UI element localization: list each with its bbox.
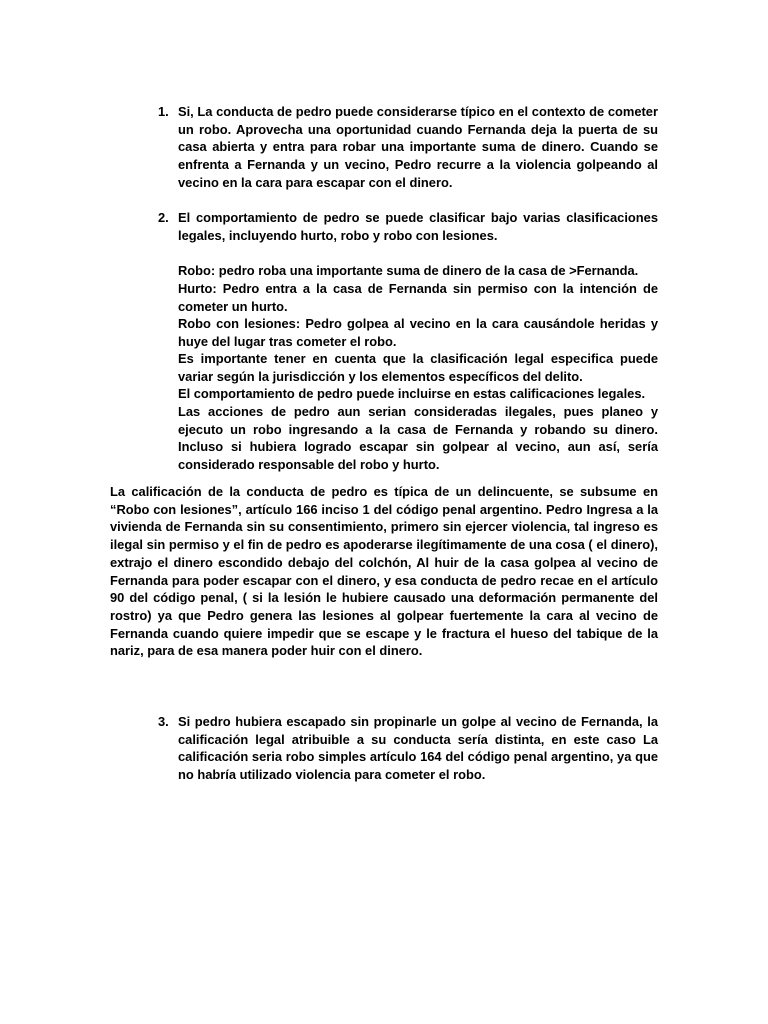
calificacion-paragraph: La calificación de la conducta de pedro es típica de un delincuente, se subsume en “Robo con lesiones”, artículo 166 inciso 1 del código penal argentino. Pedro Ingresa a la vivienda de Fernanda sin su consentimiento, primero sin ejercer violencia, tal ingreso es ilegal sin permiso y el fin de pedro es apoderarse ilegítimamente de una cosa ( el dinero), extrajo el dinero escondido debajo del colchón, Al huir de la casa golpea al vecino de Fernanda para poder escapar con el dinero, y esa conducta de pedro recae en el artículo 90 del código penal, ( si la lesión le hubiere causado una deformación permanente del rostro) ya que Pedro genera las lesiones al golpear fuertemente la cara al vecino de Fernanda cuando quiere impedir que se escape y le fractura el hueso del tabique de la nariz, para de esa manera poder huir con el dinero. bbox=[110, 484, 658, 659]
list-item-2-text: El comportamiento de pedro se puede clasificar bajo varias clasificaciones legales, incluyendo hurto, robo y robo con lesiones. bbox=[178, 210, 658, 243]
list-item-3-text: Si pedro hubiera escapado sin propinarle un golpe al vecino de Fernanda, la calificación legal atribuible a su conducta sería distinta, en este caso La calificación seria robo simples artículo 164 del código penal argentino, ya que no habría utilizado violencia para cometer el robo. bbox=[178, 714, 658, 783]
list-number-1: 1. bbox=[158, 104, 169, 119]
classification-hurto: Hurto: Pedro entra a la casa de Fernanda sin permiso con la intención de cometer un hurto. bbox=[178, 281, 658, 314]
note-acciones: Las acciones de pedro aun serian consideradas ilegales, pues planeo y ejecuto un robo ingresando a la casa de Fernanda y robando su dinero. Incluso si hubiera logrado escapar sin golpear al vecino, aun así, sería considerado responsable del robo y hurto. bbox=[178, 404, 658, 473]
classification-robo: Robo: pedro roba una importante suma de dinero de la casa de >Fernanda. bbox=[178, 263, 639, 278]
list-number-3: 3. bbox=[158, 714, 169, 729]
classification-robo-con-lesiones: Robo con lesiones: Pedro golpea al vecino en la cara causándole heridas y huye del lugar tras cometer el robo. bbox=[178, 316, 658, 349]
list-item-1-text: Si, La conducta de pedro puede considerarse típico en el contexto de cometer un robo. Aprovecha una oportunidad cuando Fernanda deja la puerta de su casa abierta y entra para robar una importante suma de dinero. Cuando se enfrenta a Fernanda y un vecino, Pedro recurre a la violencia golpeando al vecino en la cara para escapar con el dinero. bbox=[178, 104, 658, 190]
list-number-2: 2. bbox=[158, 210, 169, 225]
note-comportamiento: El comportamiento de pedro puede incluirse en estas calificaciones legales. bbox=[178, 386, 646, 401]
note-jurisdiccion: Es importante tener en cuenta que la clasificación legal especifica puede variar según la jurisdicción y los elementos específicos del delito. bbox=[178, 351, 658, 384]
